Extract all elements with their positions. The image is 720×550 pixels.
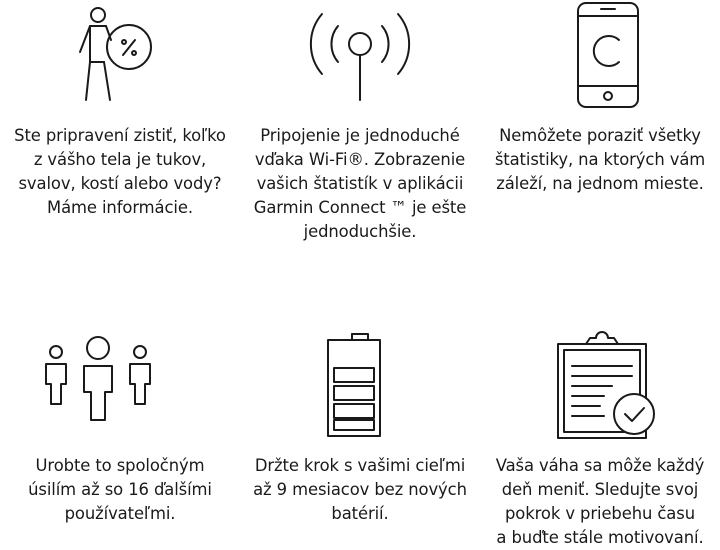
feature-caption: Nemôžete poraziť všetky štatistiky, na ktorých vám záleží, na jednom mieste. (494, 126, 706, 193)
wifi-signal-icon (240, 0, 480, 110)
clipboard-check-icon (480, 330, 720, 440)
feature-caption: Pripojenie je jednoduché vďaka Wi-Fi®. Zobrazenie vašich štatistík v aplikácii Garmin Connect ™ je ešte jednoduchšie. (253, 126, 467, 241)
feature-caption: Urobte to spoločným úsilím až so 16 ďalšími používateľmi. (28, 456, 212, 523)
feature-caption: Ste pripravení zistiť, koľko z vášho tela je tukov, svalov, kostí alebo vody? Máme informácie. (14, 126, 226, 217)
feature-caption: Držte krok s vašimi cieľmi až 9 mesiacov bez nových batérií. (253, 456, 467, 523)
smartphone-icon (480, 0, 720, 110)
users-group-icon (0, 330, 240, 440)
feature-caption: Vaša váha sa môže každý deň meniť. Sledujte svoj pokrok v priebehu času a buďte stále motivovaní. (495, 456, 705, 547)
battery-icon (240, 330, 480, 440)
person-percent-icon (0, 0, 240, 110)
